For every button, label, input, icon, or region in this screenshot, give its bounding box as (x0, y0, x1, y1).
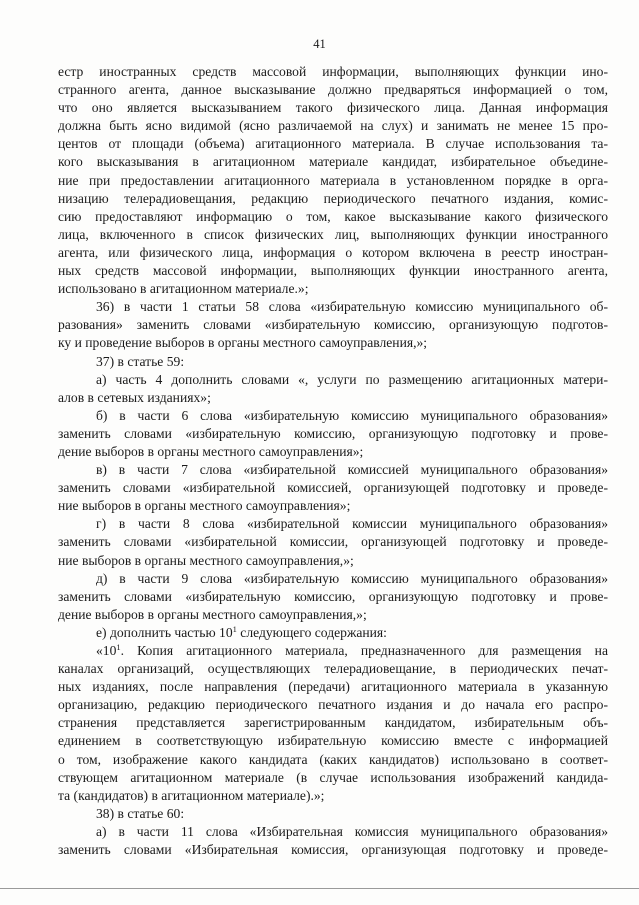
text-line-content: а) в части 11 слова «Избирательная комиссия муниципального образования» (96, 823, 608, 839)
text-line (58, 262, 608, 280)
text-line-content: ние при предоставлении агитационного материала в установленном порядке в орга- (58, 172, 608, 188)
text-line-content: дение выборов в органы местного самоуправления,»; (58, 606, 367, 622)
text-line (58, 353, 608, 371)
text-line (58, 642, 608, 660)
text-line (58, 443, 608, 461)
text-line-content: заменить словами «Избирательная комиссия, организующая подготовку и проведе- (58, 842, 608, 858)
page-number: 41 (313, 37, 326, 51)
text-line-content: единением в соответствующую избирательную комиссию вместе с информацией (58, 733, 608, 749)
text-line-content: естр иностранных средств массовой информации, выполняющих функции ино- (58, 64, 608, 79)
text-line-content: кого высказывания в агитационном материале кандидат, избирательное объедине- (58, 154, 608, 170)
text-line (58, 63, 608, 81)
text-line-content: д) в части 9 слова «избирательную комиссию муниципального образования» (96, 570, 608, 586)
text-line (58, 461, 608, 479)
text-line-content: заменить словами «избирательной комиссией, организующей подготовку и проведе- (58, 480, 608, 496)
text-line-content: использовано в агитационном материале.»; (58, 281, 309, 297)
text-line-content: должна быть ясно видимой (ясно различаемой на слух) и занимать не менее 15 про- (58, 118, 608, 134)
text-line (58, 732, 608, 750)
text-line-content: ных изданиях, после направления (передачи) агитационного материала в указанную (58, 679, 608, 695)
text-line-content: агента, или физического лица, информация о котором включена в реестр иностран- (58, 244, 608, 260)
text-line (58, 751, 608, 769)
text-line (58, 334, 608, 352)
text-line-content: а) часть 4 дополнить словами «, услуги по размещению агитационных матери- (96, 371, 608, 387)
text-line-content: ных средств массовой информации, выполняющих функции иностранного агента, (58, 263, 608, 279)
text-line-content: «10 (96, 643, 117, 658)
text-line (58, 660, 608, 678)
text-line (58, 479, 608, 497)
text-line (58, 533, 608, 551)
text-line-content: ствующем агитационном материале (в случае использования изображений кандида- (58, 769, 608, 785)
text-line-content: б) в части 6 слова «избирательную комиссию муниципального образования» (96, 407, 608, 423)
text-line (58, 841, 608, 859)
text-line (58, 714, 608, 732)
text-line (58, 208, 608, 226)
text-line (58, 425, 608, 443)
text-line-content: алов в сетевых изданиях»; (58, 389, 211, 405)
text-line-content: организацию, редакцию периодического печатного издания и до начала его распро- (58, 697, 608, 713)
text-line-content: ние выборов в органы местного самоуправления,»; (58, 552, 354, 568)
text-line (58, 678, 608, 696)
text-line (58, 823, 608, 841)
text-line (58, 570, 608, 588)
text-line (58, 696, 608, 714)
text-line-content: странного агента, данное высказывание должно предваряться информацией о том, (58, 82, 608, 98)
text-line (58, 298, 608, 316)
text-line-content: заменить словами «избирательную комиссию, организующую подготовку и прове- (58, 425, 608, 441)
text-line (58, 497, 608, 515)
text-line-content: странения представляется зарегистрированным кандидатом, избирательным объ- (58, 715, 608, 731)
text-line-content: в) в части 7 слова «избирательной комиссией муниципального образования» (96, 462, 608, 478)
text-line (58, 226, 608, 244)
text-line-content: е) дополнить частью 10 (96, 624, 233, 640)
text-line (58, 280, 608, 298)
text-line (58, 99, 608, 117)
text-line-content: каналах организаций, осуществляющих телерадиовещание, в периодических печат- (58, 661, 608, 677)
text-line-content: г) в части 8 слова «избирательной комиссии муниципального образования» (96, 516, 608, 532)
text-line-content: дение выборов в органы местного самоуправления»; (58, 443, 364, 459)
text-line (58, 389, 608, 407)
superscript: 1 (116, 642, 121, 652)
page-bottom-rule (0, 888, 639, 889)
text-line-content: ку и проведение выборов в органы местного самоуправления,»; (58, 335, 428, 351)
text-line (58, 805, 608, 823)
text-line-content: та (кандидатов) в агитационном материале).»; (58, 787, 325, 803)
text-line-content: ние выборов в органы местного самоуправления»; (58, 498, 351, 514)
text-line-content: центов от площади (объема) агитационного материала. В случае использования та- (58, 136, 608, 152)
text-line-content: разования» заменить словами «избирательную комиссию, организующую подготов- (58, 317, 608, 333)
text-line-content: что оно является высказыванием такого физического лица. Данная информация (58, 100, 608, 116)
text-line (58, 153, 608, 171)
text-line (58, 515, 608, 533)
text-line (58, 787, 608, 805)
text-line (58, 552, 608, 570)
text-line (58, 244, 608, 262)
text-line (58, 190, 608, 208)
text-line (58, 81, 608, 99)
text-line (58, 407, 608, 425)
superscript: 1 (232, 623, 237, 634)
text-line (58, 117, 608, 135)
text-line-content: лица, включенного в список физических лиц, выполняющих функции иностранного (58, 226, 608, 242)
body-text (58, 63, 608, 859)
text-line-continuation: . Копия агитационного материала, предназначенного для размещения на (120, 643, 608, 658)
text-line (58, 624, 608, 642)
text-line-content: низацию телерадиовещания, редакцию периодического печатного издания, комис- (58, 190, 608, 206)
text-line-content: 36) в части 1 статьи 58 слова «избирательную комиссию муниципального об- (96, 299, 608, 315)
text-line-content: о том, изображение какого кандидата (каких кандидатов) использовано в соответ- (58, 751, 608, 767)
text-line-continuation: следующего содержания: (236, 624, 387, 640)
text-line-content: заменить словами «избирательной комиссии, организующей подготовку и проведе- (58, 534, 608, 550)
text-line (58, 606, 608, 624)
text-line-content: 37) в статье 59: (96, 353, 185, 369)
text-line (58, 371, 608, 389)
text-line-content: 38) в статье 60: (96, 805, 185, 821)
text-line-content: сию предоставляют информацию о том, какое высказывание какого физического (58, 208, 608, 224)
text-line-content: заменить словами «избирательную комиссию, организующую подготовку и прове- (58, 588, 608, 604)
text-line (58, 172, 608, 190)
text-line (58, 769, 608, 787)
text-line (58, 135, 608, 153)
text-line (58, 588, 608, 606)
text-line (58, 316, 608, 334)
